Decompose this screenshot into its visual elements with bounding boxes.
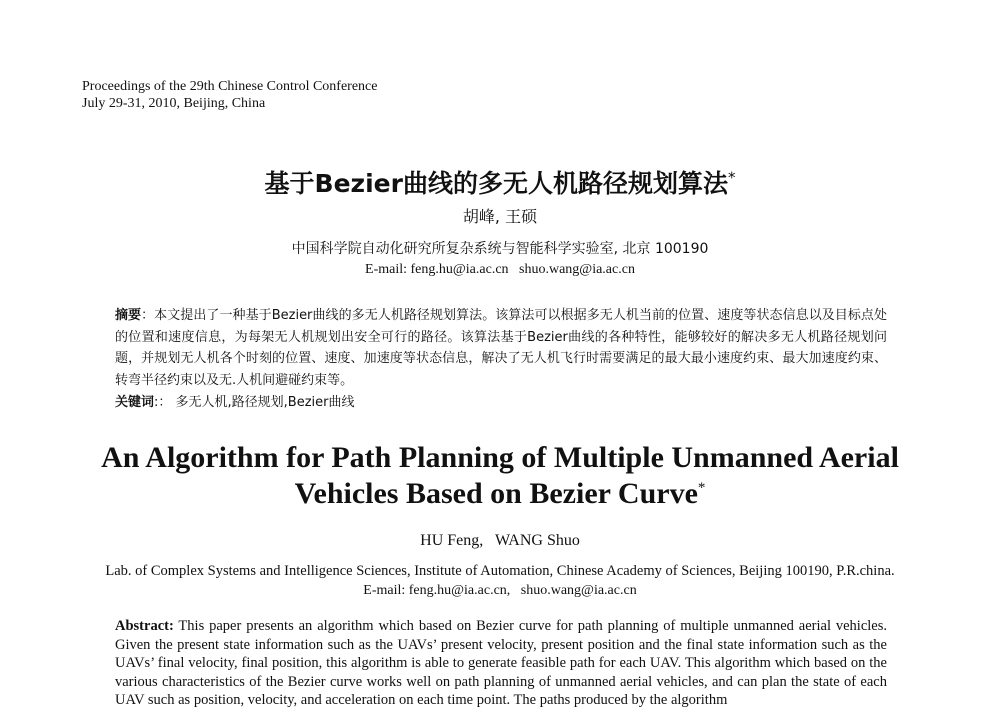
english-abstract-label: Abstract: [115, 618, 174, 634]
english-authors: HU Feng, WANG Shuo [420, 532, 580, 549]
chinese-keywords [115, 392, 355, 413]
english-title-line-2-wrap [0, 476, 1000, 512]
chinese-title-footnote-mark: * [727, 168, 736, 187]
english-title-footnote-mark: * [697, 480, 706, 496]
proceedings-line-1: Proceedings of the 29th Chinese Control Conference [82, 79, 378, 94]
english-affiliation: Lab. of Complex Systems and Intelligence Sciences, Institute of Automation, Chinese Academy of Sciences, Beijing 100190, P.R.china. [105, 563, 895, 579]
chinese-abstract-text: ：本文提出了一种基于Bezier曲线的多无人机路径规划算法。该算法可以根据多无人机当前的位置、速度等状态信息以及目标点处的位置和速度信息，为每架无人机规划出安全可行的路径。该算法基于Bezier曲线的各种特性，能够较好的解决多无人机路径规划问题，并规划无人机各个时刻的位置、速度、加速度等状态信息，解决了无人机飞行时需要满足的最大最小速度约束、最大加速度约束、转弯半径约束以及无.人机间避碰约束等。 [115, 308, 887, 388]
english-title [0, 440, 1000, 512]
chinese-affiliation: 中国科学院自动化研究所复杂系统与智能科学实验室, 北京 100190 [291, 241, 709, 257]
chinese-keywords-text: :： 多无人机,路径规划,Bezier曲线 [154, 395, 355, 410]
chinese-abstract [115, 305, 887, 391]
chinese-email: E-mail: feng.hu@ia.ac.cn shuo.wang@ia.ac.cn [365, 262, 635, 277]
chinese-abstract-label: 摘要 [115, 308, 142, 323]
english-abstract [115, 617, 887, 710]
english-title-line-1: An Algorithm for Path Planning of Multiple Unmanned Aerial [101, 441, 899, 474]
english-email: E-mail: feng.hu@ia.ac.cn, shuo.wang@ia.ac.cn [363, 583, 637, 598]
english-title-line-2: Vehicles Based on Bezier Curve [294, 477, 698, 510]
chinese-title [0, 166, 1000, 202]
chinese-keywords-label: 关键词 [115, 395, 155, 410]
english-abstract-text: This paper presents an algorithm which based on Bezier curve for path planning of multiple unmanned aerial vehicles. Given the present state information such as the UAVs’ present velocity, present position and the final state information such as the UAVs’ final velocity, final position, this algorithm is able to generate feasible path for each UAV. This algorithm which based on the various characteristics of the Bezier curve works well on path planning of unmanned aerial vehicles, and can plan the state of each UAV such as position, velocity, and acceleration on each time point. The paths produced by the algorithm [115, 618, 887, 708]
proceedings-line-2: July 29-31, 2010, Beijing, China [82, 96, 266, 111]
proceedings-header [82, 78, 377, 112]
chinese-authors: 胡峰, 王硕 [462, 207, 538, 226]
chinese-title-text: 基于Bezier曲线的多无人机路径规划算法 [264, 169, 728, 198]
